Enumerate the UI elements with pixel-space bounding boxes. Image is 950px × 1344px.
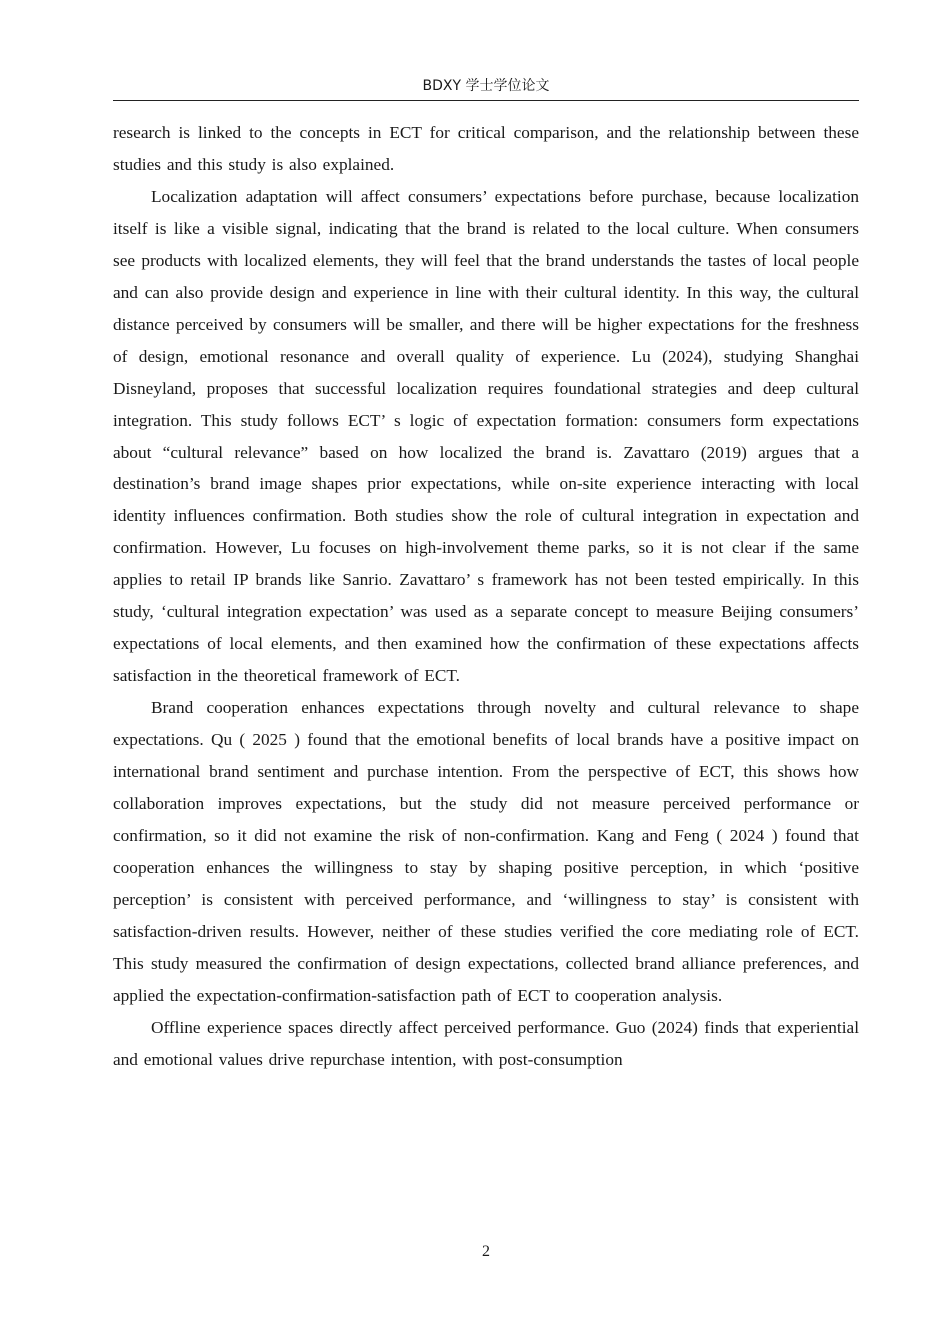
paragraph-brand-cooperation: Brand cooperation enhances expectations through novelty and cultural relevance to shape expectations. Qu ( 2025 ) found that the emotional benefits of local brands have a positive impact on international brand sentiment and purchase intention. From the perspective of ECT, this shows how collaboration improves expectations, but the study did not measure perceived performance or confirmation, so it did not examine the risk of non-confirmation. Kang and Feng ( 2024 ) found that cooperation enhances the willingness to stay by shaping positive perception, in which ‘positive perception’ is consistent with perceived performance, and ‘willingness to stay’ is consistent with satisfaction-driven results. However, neither of these studies verified the core mediating role of ECT. This study measured the confirmation of design expectations, collected brand alliance preferences, and applied the expectation-confirmation-satisfaction path of ECT to cooperation analysis. <box>113 698 859 1005</box>
page-number: 2 <box>482 1243 490 1260</box>
page-header: BDXY 学士学位论文 <box>422 78 550 94</box>
body-text <box>113 117 859 1076</box>
paragraph-localization: Localization adaptation will affect consumers’ expectations before purchase, because localization itself is like a visible signal, indicating that the brand is related to the local culture. When consumers see products with localized elements, they will feel that the brand understands the tastes of local people and can also provide design and experience in line with their cultural identity. In this way, the cultural distance perceived by consumers will be smaller, and there will be higher expectations for the freshness of design, emotional resonance and overall quality of experience. Lu (2024), studying Shanghai Disneyland, proposes that successful localization requires foundational strategies and deep cultural integration. This study follows ECT’ s logic of expectation formation: consumers form expectations about “cultural relevance” based on how localized the brand is. Zavattaro (2019) argues that a destination’s brand image shapes prior expectations, while on-site experience interacting with local identity influences confirmation. Both studies show the role of cultural integration in expectation and confirmation. However, Lu focuses on high-involvement theme parks, so it is not clear if the same applies to retail IP brands like Sanrio. Zavattaro’ s framework has not been tested empirically. In this study, ‘cultural integration expectation’ was used as a separate concept to measure Beijing consumers’ expectations of local elements, and then examined how the confirmation of these expectations affects satisfaction in the theoretical framework of ECT. <box>113 186 859 686</box>
header-divider <box>113 100 859 101</box>
paragraph-offline-experience: Offline experience spaces directly affect perceived performance. Guo (2024) finds that experiential and emotional values drive repurchase intention, with post-consumption <box>113 1017 859 1069</box>
paragraph-continuation: research is linked to the concepts in ECT for critical comparison, and the relationship between these studies and this study is also explained. <box>113 123 859 174</box>
